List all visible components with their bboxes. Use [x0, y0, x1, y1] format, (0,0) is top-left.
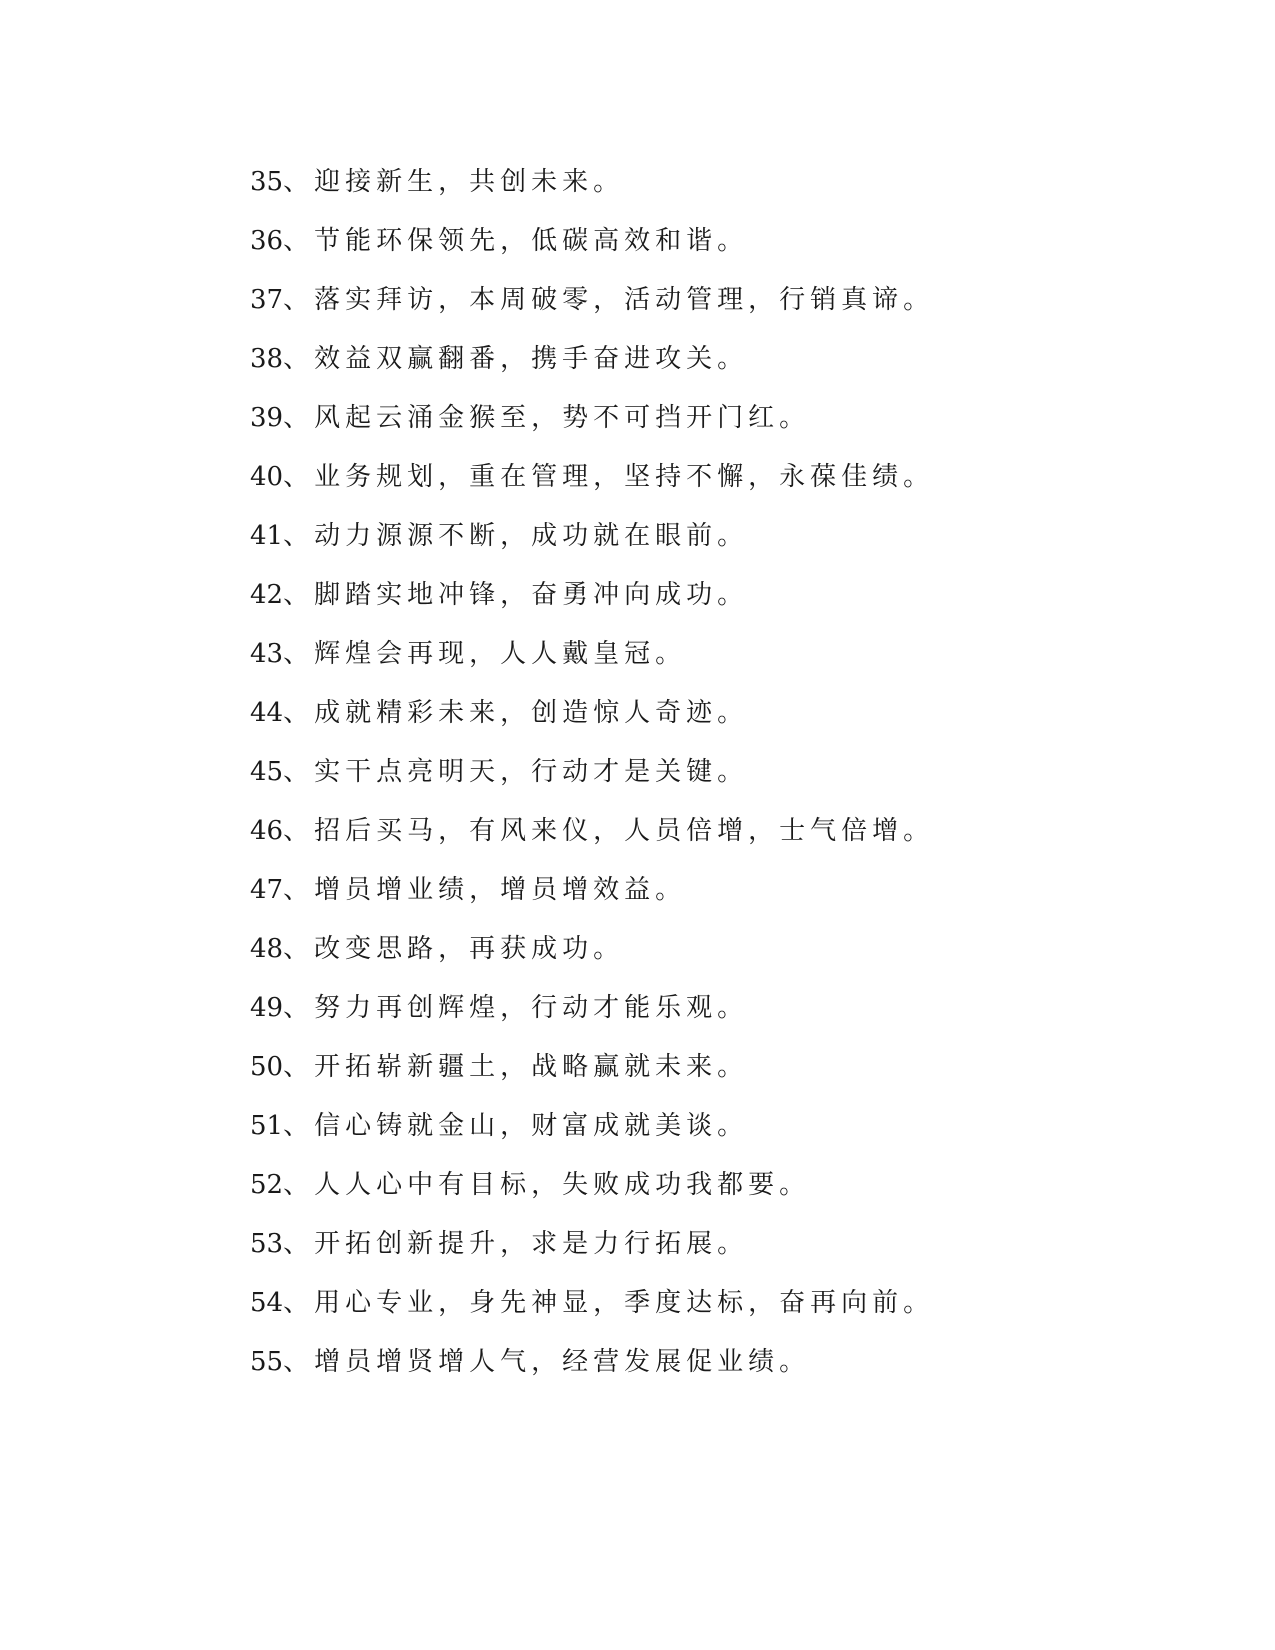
list-item: [250, 750, 934, 809]
list-item: [250, 809, 934, 868]
item-number: 39: [250, 403, 284, 433]
list-item: [250, 160, 934, 219]
list-item: [250, 691, 934, 750]
item-number: 44: [250, 698, 284, 728]
item-number: 54: [250, 1288, 284, 1318]
list-item: [250, 986, 934, 1045]
item-number: 36: [250, 226, 284, 256]
list-item: [250, 1163, 934, 1222]
item-number: 51: [250, 1111, 284, 1141]
item-number: 46: [250, 816, 284, 846]
item-number: 41: [250, 521, 284, 551]
item-text: 、迎接新生，共创未来。: [283, 167, 625, 197]
item-text: 、开拓创新提升，求是力行拓展。: [283, 1229, 749, 1259]
list-item: [250, 219, 934, 278]
list-item: [250, 1281, 934, 1340]
item-text: 、招后买马，有风来仪，人员倍增，士气倍增。: [283, 816, 935, 846]
item-number: 53: [250, 1229, 284, 1259]
list-item: [250, 868, 934, 927]
item-number: 47: [250, 875, 284, 905]
item-number: 38: [250, 344, 284, 374]
item-number: 35: [250, 167, 284, 197]
list-item: [250, 514, 934, 573]
list-item: [250, 396, 934, 455]
item-text: 、风起云涌金猴至，势不可挡开门红。: [283, 403, 811, 433]
item-number: 55: [250, 1347, 284, 1377]
item-text: 、人人心中有目标，失败成功我都要。: [283, 1170, 811, 1200]
item-text: 、开拓崭新疆土，战略赢就未来。: [283, 1052, 749, 1082]
item-text: 、辉煌会再现，人人戴皇冠。: [283, 639, 687, 669]
item-text: 、落实拜访，本周破零，活动管理，行销真谛。: [283, 285, 935, 315]
item-number: 37: [250, 285, 284, 315]
item-number: 50: [250, 1052, 284, 1082]
item-text: 、动力源源不断，成功就在眼前。: [283, 521, 749, 551]
item-text: 、信心铸就金山，财富成就美谈。: [283, 1111, 749, 1141]
item-text: 、业务规划，重在管理，坚持不懈，永葆佳绩。: [283, 462, 935, 492]
item-text: 、增员增业绩，增员增效益。: [283, 875, 687, 905]
list-item: [250, 337, 934, 396]
item-text: 、增员增贤增人气，经营发展促业绩。: [283, 1347, 811, 1377]
item-number: 49: [250, 993, 284, 1023]
item-text: 、效益双赢翻番，携手奋进攻关。: [283, 344, 749, 374]
item-text: 、改变思路，再获成功。: [283, 934, 625, 964]
item-number: 40: [250, 462, 284, 492]
item-text: 、实干点亮明天，行动才是关键。: [283, 757, 749, 787]
item-number: 45: [250, 757, 284, 787]
list-item: [250, 278, 934, 337]
list-item: [250, 455, 934, 514]
item-number: 48: [250, 934, 284, 964]
list-item: [250, 1104, 934, 1163]
item-number: 43: [250, 639, 284, 669]
item-text: 、努力再创辉煌，行动才能乐观。: [283, 993, 749, 1023]
list-item: [250, 573, 934, 632]
list-item: [250, 1340, 934, 1399]
slogan-list: [250, 160, 934, 1399]
item-text: 、用心专业，身先神显，季度达标，奋再向前。: [283, 1288, 935, 1318]
item-number: 42: [250, 580, 284, 610]
item-text: 、成就精彩未来，创造惊人奇迹。: [283, 698, 749, 728]
list-item: [250, 927, 934, 986]
item-number: 52: [250, 1170, 284, 1200]
list-item: [250, 1045, 934, 1104]
list-item: [250, 632, 934, 691]
item-text: 、节能环保领先，低碳高效和谐。: [283, 226, 749, 256]
item-text: 、脚踏实地冲锋，奋勇冲向成功。: [283, 580, 749, 610]
list-item: [250, 1222, 934, 1281]
